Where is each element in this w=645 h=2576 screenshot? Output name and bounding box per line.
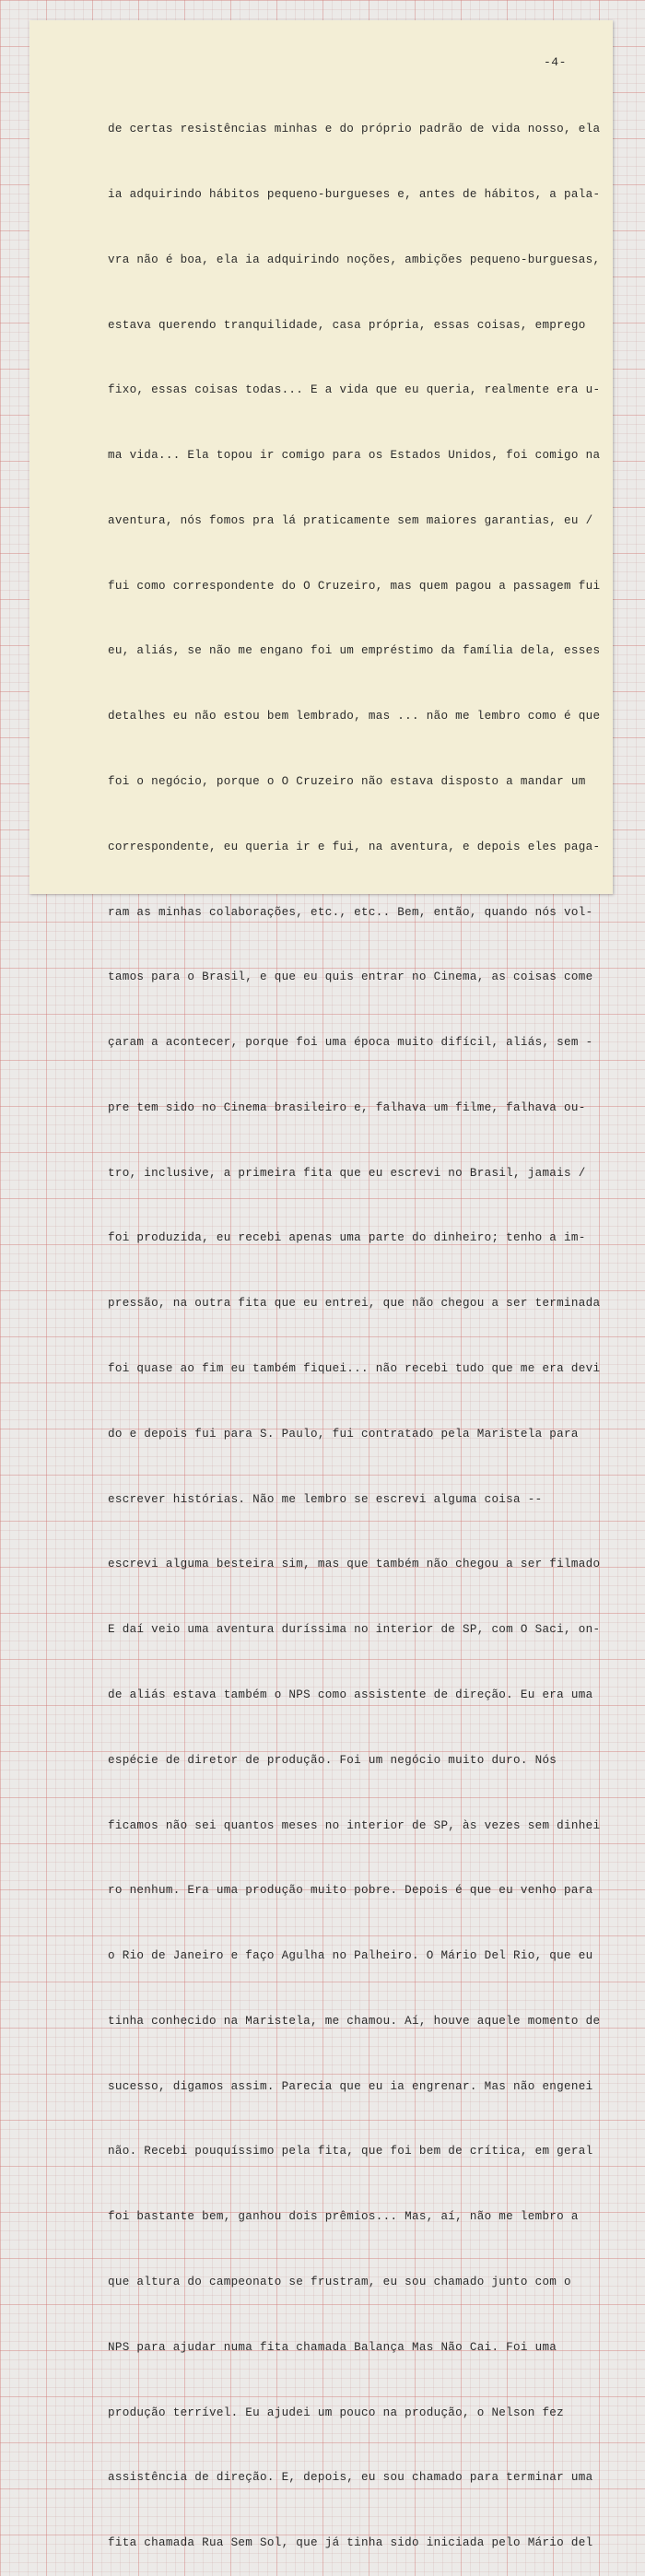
text-line: vra não é boa, ela ia adquirindo noções, ambições pequeno-burguesas, bbox=[108, 253, 601, 266]
text-line: estava querendo tranquilidade, casa própria, essas coisas, emprego bbox=[108, 318, 586, 332]
text-line: foi produzida, eu recebi apenas uma parte do dinheiro; tenho a im- bbox=[108, 1231, 586, 1245]
text-line: não. Recebi pouquíssimo pela fita, que foi bem de crítica, em geral bbox=[108, 2145, 593, 2158]
text-line: escrever histórias. Não me lembro se escrevi alguma coisa -- bbox=[108, 1492, 543, 1506]
page-number: -4- bbox=[544, 55, 567, 69]
text-line: ram as minhas colaborações, etc., etc.. Bem, então, quando nós vol- bbox=[108, 905, 593, 919]
text-line: correspondente, eu queria ir e fui, na aventura, e depois eles paga- bbox=[108, 840, 601, 853]
text-line: fita chamada Rua Sem Sol, que já tinha sido iniciada pelo Mário del bbox=[108, 2536, 593, 2550]
text-line: ficamos não sei quantos meses no interior de SP, às vezes sem dinhei bbox=[108, 1818, 601, 1832]
text-line: eu, aliás, se não me engano foi um empréstimo da família dela, esses bbox=[108, 644, 601, 658]
text-line: de aliás estava também o NPS como assistente de direção. Eu era uma bbox=[108, 1688, 593, 1701]
text-line: foi quase ao fim eu também fiquei... não recebi tudo que me era devi bbox=[108, 1362, 601, 1376]
text-line: foi bastante bem, ganhou dois prêmios... Mas, aí, não me lembro a bbox=[108, 2210, 579, 2224]
text-line: çaram a acontecer, porque foi uma época muito difícil, aliás, sem - bbox=[108, 1036, 593, 1050]
text-line: de certas resistências minhas e do próprio padrão de vida nosso, ela bbox=[108, 123, 601, 136]
text-line: detalhes eu não estou bem lembrado, mas ... não me lembro como é que bbox=[108, 710, 601, 723]
text-line: espécie de diretor de produção. Foi um negócio muito duro. Nós bbox=[108, 1753, 557, 1767]
text-line: tro, inclusive, a primeira fita que eu escrevi no Brasil, jamais / bbox=[108, 1166, 586, 1180]
text-line: ma vida... Ela topou ir comigo para os Estados Unidos, foi comigo na bbox=[108, 449, 601, 463]
text-line: foi o negócio, porque o O Cruzeiro não estava disposto a mandar um bbox=[108, 775, 586, 788]
text-line: tamos para o Brasil, e que eu quis entrar no Cinema, as coisas come bbox=[108, 970, 593, 984]
text-line: pressão, na outra fita que eu entrei, que não chegou a ser terminada bbox=[108, 1297, 601, 1311]
text-line: assistência de direção. E, depois, eu sou chamado para terminar uma bbox=[108, 2471, 593, 2485]
text-line: que altura do campeonato se frustram, eu sou chamado junto com o bbox=[108, 2275, 571, 2288]
text-line: fixo, essas coisas todas... E a vida que eu queria, realmente era u- bbox=[108, 383, 601, 397]
text-line: pre tem sido no Cinema brasileiro e, falhava um filme, falhava ou- bbox=[108, 1100, 586, 1114]
text-line: tinha conhecido na Maristela, me chamou. Aí, houve aquele momento de bbox=[108, 2014, 601, 2028]
text-line: fui como correspondente do O Cruzeiro, mas quem pagou a passagem fui bbox=[108, 579, 601, 593]
text-line: escrevi alguma besteira sim, mas que também não chegou a ser filmado bbox=[108, 1558, 601, 1571]
text-line: do e depois fui para S. Paulo, fui contratado pela Maristela para bbox=[108, 1427, 579, 1441]
text-line: aventura, nós fomos pra lá praticamente sem maiores garantias, eu / bbox=[108, 513, 593, 527]
text-line: NPS para ajudar numa fita chamada Balança Mas Não Cai. Foi uma bbox=[108, 2340, 557, 2354]
text-line: E daí veio uma aventura duríssima no interior de SP, com O Saci, on- bbox=[108, 1623, 601, 1637]
text-line: o Rio de Janeiro e faço Agulha no Palheiro. O Mário Del Rio, que eu bbox=[108, 1949, 593, 1963]
text-line: ro nenhum. Era uma produção muito pobre. Depois é que eu venho para bbox=[108, 1884, 593, 1898]
text-line: ia adquirindo hábitos pequeno-burgueses e, antes de hábitos, a pala- bbox=[108, 187, 601, 201]
typed-text-body bbox=[108, 76, 605, 2576]
text-line: produção terrível. Eu ajudei um pouco na produção, o Nelson fez bbox=[108, 2405, 565, 2419]
text-line: sucesso, digamos assim. Parecia que eu ia engrenar. Mas não engenei bbox=[108, 2079, 593, 2093]
